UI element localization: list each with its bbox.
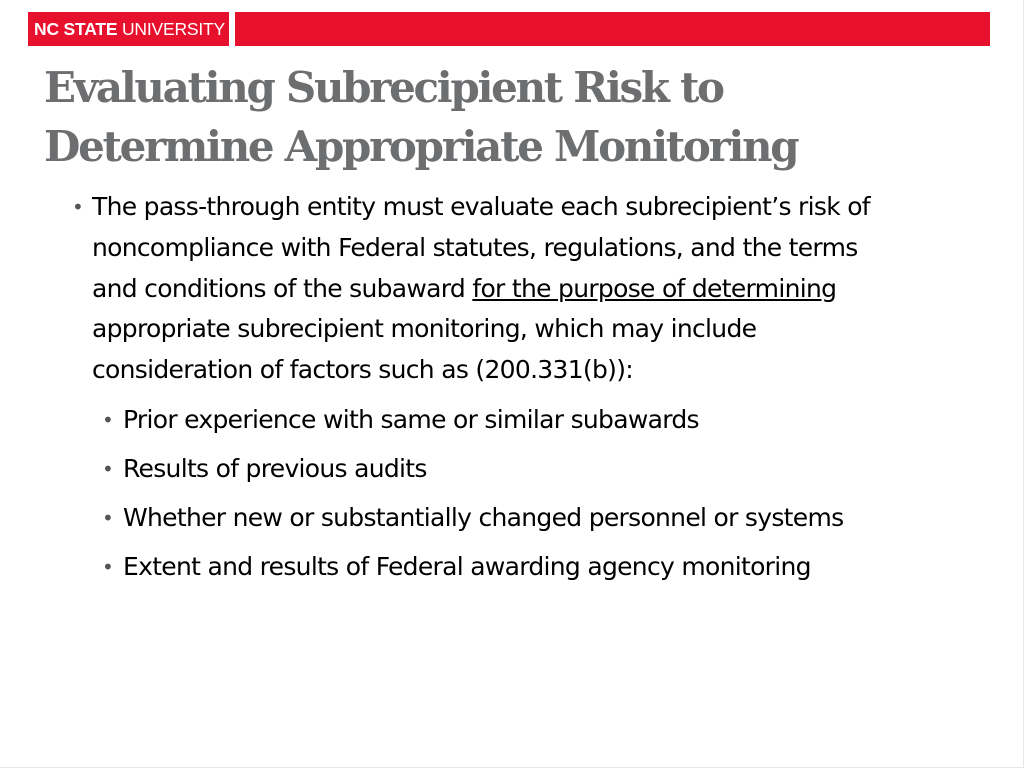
- sub-bullet-text: Extent and results of Federal awarding agency monitoring: [123, 551, 811, 581]
- bullet-dot-icon: •: [102, 554, 114, 579]
- header-banner: [28, 12, 990, 46]
- slide-title: [44, 58, 1004, 176]
- sub-bullet-item: [102, 498, 902, 538]
- logo-bold-text: NC STATE: [34, 19, 118, 39]
- logo-light-text: UNIVERSITY: [121, 19, 226, 39]
- sub-bullet-text: Whether new or substantially changed personnel or systems: [123, 502, 844, 532]
- bullet-dot-icon: •: [102, 456, 114, 481]
- sub-bullet-item: [102, 449, 902, 489]
- sub-bullet-text: Prior experience with same or similar subawards: [123, 404, 699, 434]
- bullet-dot-icon: •: [72, 195, 84, 219]
- slide-title-line-1: Evaluating Subrecipient Risk to: [44, 63, 723, 112]
- sub-bullet-text: Results of previous audits: [123, 453, 427, 483]
- main-bullet-underlined-text: for the purpose of determining: [472, 273, 837, 303]
- slide-title-line-2: Determine Appropriate Monitoring: [44, 122, 798, 171]
- bullet-dot-icon: •: [102, 505, 114, 530]
- main-bullet-text-before: The pass-through entity must evaluate each subrecipient’s risk of noncompliance with Federal statutes, regulations, and the terms and conditions of the subaward: [92, 192, 870, 303]
- sub-bullet-item: [102, 547, 902, 587]
- bullet-dot-icon: •: [102, 407, 114, 432]
- sub-bullet-item: [102, 400, 902, 440]
- slide-body: [72, 187, 902, 596]
- sub-bullet-list: [72, 400, 902, 587]
- main-bullet-text-after: appropriate subrecipient monitoring, which may include consideration of factors such as (200.331(b)):: [92, 314, 757, 385]
- main-bullet: [72, 187, 902, 391]
- ncsu-logo: [28, 12, 235, 46]
